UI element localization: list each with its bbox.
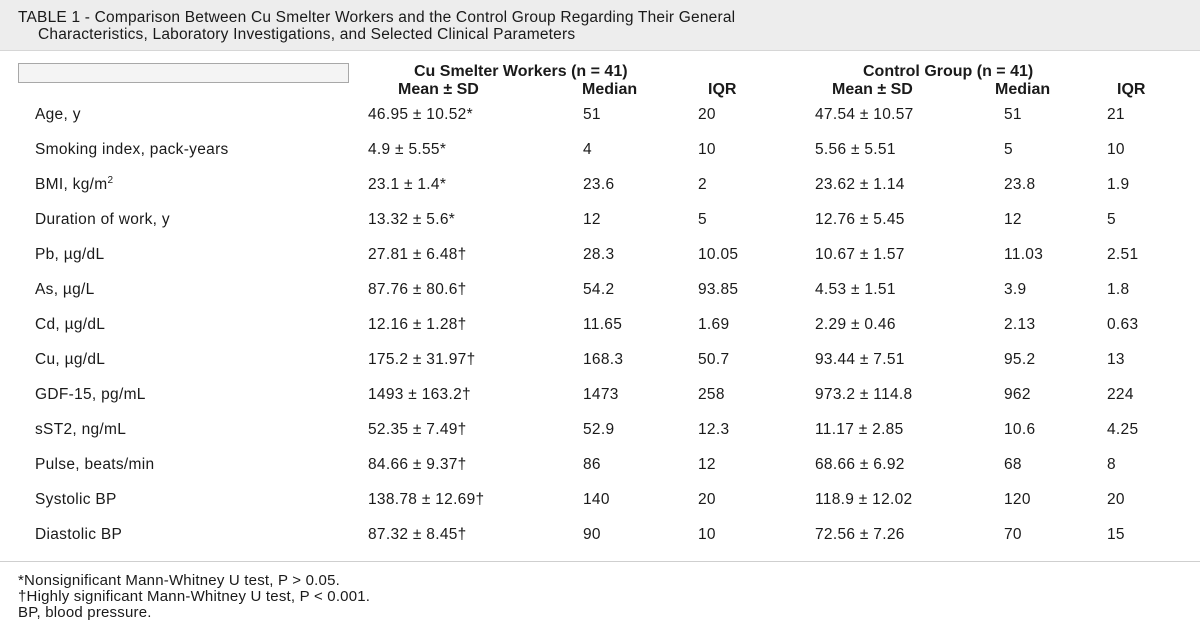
workers-median-cell: 1473 [583, 386, 619, 403]
workers-mean-cell: 1493 ± 163.2† [368, 386, 471, 403]
workers-median-cell: 51 [583, 106, 601, 123]
workers-mean-cell: 13.32 ± 5.6* [368, 211, 456, 228]
control-iqr-cell: 1.8 [1107, 281, 1130, 298]
caption-line-2: Characteristics, Laboratory Investigations, and Selected Clinical Parameters [38, 26, 576, 43]
control-median-cell: 3.9 [1004, 281, 1027, 298]
workers-iqr-cell: 50.7 [698, 351, 730, 368]
row-label: sST2, ng/mL [35, 421, 127, 438]
control-iqr-cell: 10 [1107, 141, 1125, 158]
control-iqr-cell: 15 [1107, 526, 1125, 543]
workers-mean-cell: 27.81 ± 6.48† [368, 246, 467, 263]
workers-mean-cell: 23.1 ± 1.4* [368, 176, 447, 193]
row-label: BMI, $kg/m^2$ [35, 174, 114, 193]
control-median-cell: 962 [1004, 386, 1031, 403]
workers-median-cell: 52.9 [583, 421, 615, 438]
workers-iqr-cell: 12 [698, 456, 716, 473]
workers-mean-cell: 138.78 ± 12.69† [368, 491, 485, 508]
control-median-cell: 95.2 [1004, 351, 1036, 368]
row-label: Cd, µg/dL [35, 316, 106, 333]
workers-mean-cell: 175.2 ± 31.97† [368, 351, 476, 368]
subheader-control-median: Median [995, 81, 1051, 98]
workers-median-cell: 86 [583, 456, 601, 473]
row-label: As, µg/L [35, 281, 95, 298]
row-label: Cu, µg/dL [35, 351, 106, 368]
workers-median-cell: 28.3 [583, 246, 615, 263]
footnote-bp-abbreviation: BP, blood pressure. [18, 604, 152, 621]
control-mean-cell: 5.56 ± 5.51 [815, 141, 896, 158]
workers-median-cell: 12 [583, 211, 601, 228]
control-median-cell: 5 [1004, 141, 1013, 158]
control-mean-cell: 11.17 ± 2.85 [815, 421, 904, 438]
subheader-control-mean: Mean ± SD [832, 81, 913, 98]
workers-mean-cell: 87.76 ± 80.6† [368, 281, 467, 298]
control-median-cell: 120 [1004, 491, 1031, 508]
control-iqr-cell: 224 [1107, 386, 1134, 403]
control-iqr-cell: 13 [1107, 351, 1125, 368]
workers-median-cell: 54.2 [583, 281, 615, 298]
control-iqr-cell: 21 [1107, 106, 1125, 123]
control-median-cell: 51 [1004, 106, 1022, 123]
workers-iqr-cell: 10 [698, 141, 716, 158]
workers-iqr-cell: 1.69 [698, 316, 730, 333]
control-mean-cell: 10.67 ± 1.57 [815, 246, 905, 263]
control-iqr-cell: 2.51 [1107, 246, 1139, 263]
workers-mean-cell: 87.32 ± 8.45† [368, 526, 467, 543]
workers-iqr-cell: 10 [698, 526, 716, 543]
control-mean-cell: 2.29 ± 0.46 [815, 316, 896, 333]
footnote-nonsignificant: *Nonsignificant Mann-Whitney U test, P > 0.05. [18, 572, 340, 589]
control-mean-cell: 12.76 ± 5.45 [815, 211, 905, 228]
control-iqr-cell: 0.63 [1107, 316, 1139, 333]
control-median-cell: 10.6 [1004, 421, 1036, 438]
control-mean-cell: 93.44 ± 7.51 [815, 351, 905, 368]
workers-median-cell: 4 [583, 141, 592, 158]
header-corner-box [18, 63, 349, 83]
subheader-workers-iqr: IQR [708, 81, 737, 98]
control-median-cell: 70 [1004, 526, 1022, 543]
subheader-workers-median: Median [582, 81, 638, 98]
control-mean-cell: 118.9 ± 12.02 [815, 491, 913, 508]
row-label: Diastolic BP [35, 526, 123, 543]
workers-median-cell: 11.65 [583, 316, 623, 333]
workers-median-cell: 90 [583, 526, 601, 543]
row-label: Pulse, beats/min [35, 456, 155, 473]
control-mean-cell: 23.62 ± 1.14 [815, 176, 905, 193]
workers-mean-cell: 4.9 ± 5.55* [368, 141, 447, 158]
control-median-cell: 2.13 [1004, 316, 1036, 333]
workers-iqr-cell: 12.3 [698, 421, 730, 438]
control-iqr-cell: 1.9 [1107, 176, 1130, 193]
workers-mean-cell: 52.35 ± 7.49† [368, 421, 467, 438]
subheader-control-iqr: IQR [1117, 81, 1146, 98]
workers-iqr-cell: 93.85 [698, 281, 739, 298]
group-header-workers: Cu Smelter Workers (n = 41) [414, 63, 628, 80]
footnote-significant: †Highly significant Mann-Whitney U test, P < 0.001. [18, 588, 371, 605]
workers-median-cell: 168.3 [583, 351, 624, 368]
row-label: Duration of work, y [35, 211, 170, 228]
control-median-cell: 12 [1004, 211, 1022, 228]
table-caption [0, 0, 1200, 51]
workers-iqr-cell: 20 [698, 491, 716, 508]
workers-median-cell: 140 [583, 491, 610, 508]
group-header-control: Control Group (n = 41) [863, 63, 1034, 80]
workers-mean-cell: 84.66 ± 9.37† [368, 456, 467, 473]
control-median-cell: 23.8 [1004, 176, 1036, 193]
row-label: Pb, µg/dL [35, 246, 105, 263]
workers-iqr-cell: 258 [698, 386, 725, 403]
row-label: Systolic BP [35, 491, 117, 508]
control-mean-cell: 68.66 ± 6.92 [815, 456, 905, 473]
control-mean-cell: 4.53 ± 1.51 [815, 281, 896, 298]
control-mean-cell: 72.56 ± 7.26 [815, 526, 905, 543]
control-iqr-cell: 20 [1107, 491, 1125, 508]
table-footnotes [0, 561, 1200, 632]
subheader-workers-mean: Mean ± SD [398, 81, 479, 98]
control-iqr-cell: 8 [1107, 456, 1116, 473]
workers-mean-cell: 46.95 ± 10.52* [368, 106, 473, 123]
row-label: GDF-15, pg/mL [35, 386, 146, 403]
caption-line-1: TABLE 1 - Comparison Between Cu Smelter Workers and the Control Group Regarding Their General [18, 9, 736, 26]
workers-iqr-cell: 5 [698, 211, 707, 228]
workers-median-cell: 23.6 [583, 176, 615, 193]
workers-iqr-cell: 2 [698, 176, 707, 193]
control-median-cell: 68 [1004, 456, 1022, 473]
control-median-cell: 11.03 [1004, 246, 1044, 263]
workers-iqr-cell: 10.05 [698, 246, 739, 263]
control-iqr-cell: 4.25 [1107, 421, 1139, 438]
workers-mean-cell: 12.16 ± 1.28† [368, 316, 467, 333]
control-mean-cell: 973.2 ± 114.8 [815, 386, 913, 403]
row-label: Age, y [35, 106, 81, 123]
control-iqr-cell: 5 [1107, 211, 1116, 228]
row-label: Smoking index, pack-years [35, 141, 229, 158]
workers-iqr-cell: 20 [698, 106, 716, 123]
control-mean-cell: 47.54 ± 10.57 [815, 106, 914, 123]
